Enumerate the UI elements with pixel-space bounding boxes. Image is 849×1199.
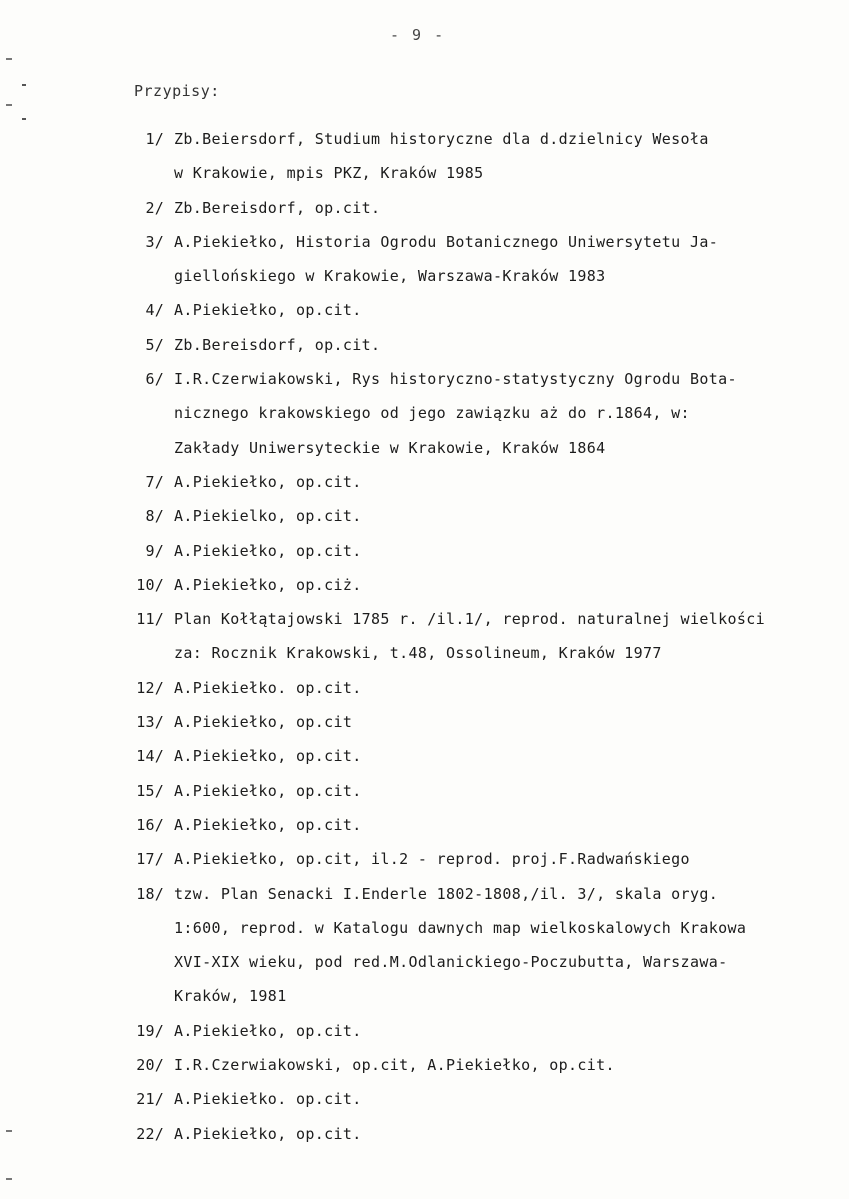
footnote-item [0,328,849,362]
footnote-number: 18/ [136,884,164,903]
footnote-number: 12/ [136,678,164,697]
footnote-item [0,808,849,842]
footnote-text-line: A.Piekiełko, op.cit. [174,747,362,766]
footnote-number: 17/ [136,850,164,869]
margin-tick [6,58,12,60]
footnote-text-line: A.Piekiełko, op.cit. [174,1124,362,1143]
footnote-number: 15/ [136,781,164,800]
footnote-item [0,739,849,773]
footnote-item [0,122,849,191]
footnote-item [0,293,849,327]
footnote-text-line: XVI-XIX wieku, pod red.M.Odlanickiego-Poczubutta, Warszawa- [174,953,728,972]
footnote-text-line: I.R.Czerwiakowski, Rys historyczno-statystyczny Ogrodu Bota- [174,370,737,389]
footnote-text-line: A.Piekiełko, op.cit. [174,301,362,320]
footnote-text-line: A.Piekiełko, op.cit. [174,1021,362,1040]
footnotes-list [0,122,849,1151]
footnote-item [0,1048,849,1082]
footnote-text-line: A.Piekielko, op.cit. [174,507,362,526]
footnote-text-line: w Krakowie, mpis PKZ, Kraków 1985 [174,164,484,183]
margin-tick [6,1178,12,1180]
footnote-number: 13/ [136,713,164,732]
footnote-text-line: A.Piekiełko, op.ciż. [174,575,362,594]
footnote-number: 11/ [136,610,164,629]
footnote-item [0,534,849,568]
footnote-text-line: A.Piekiełko, op.cit. [174,472,362,491]
footnote-text-line: Kraków, 1981 [174,987,287,1006]
footnote-number: 19/ [136,1021,164,1040]
footnote-number: 16/ [136,815,164,834]
footnote-text-line: Zb.Beiersdorf, Studium historyczne dla d.dzielnicy Wesoła [174,130,709,148]
footnote-text-line: A.Piekiełko, op.cit [174,713,353,732]
footnote-number: 20/ [136,1056,164,1075]
footnote-item [0,465,849,499]
footnote-item [0,191,849,225]
footnote-text-line: Zb.Bereisdorf, op.cit. [174,198,381,217]
footnote-text-line: tzw. Plan Senacki I.Enderle 1802-1808,/il. 3/, skala oryg. [174,884,719,903]
footnote-number: 3/ [145,232,164,251]
footnote-item [0,877,849,1014]
footnote-item [0,602,849,671]
footnote-number: 8/ [145,507,164,526]
margin-tick [22,118,26,120]
footnote-text-line: A.Piekiełko, op.cit. [174,541,362,560]
footnote-text-line: I.R.Czerwiakowski, op.cit, A.Piekiełko, op.cit. [174,1056,615,1075]
footnote-text-line: A.Piekiełko, op.cit. [174,815,362,834]
footnote-text-line: 1:600, reprod. w Katalogu dawnych map wielkoskalowych Krakowa [174,918,747,937]
footnotes-heading: Przypisy: [134,82,220,100]
footnote-number: 4/ [145,301,164,320]
footnote-number: 14/ [136,747,164,766]
footnote-number: 21/ [136,1090,164,1109]
footnote-item [0,705,849,739]
footnote-number: 7/ [145,472,164,491]
footnote-text-line: nicznego krakowskiego od jego zawiązku aż do r.1864, w: [174,404,690,423]
footnote-text-line: A.Piekiełko, op.cit. [174,781,362,800]
footnote-number: 2/ [145,198,164,217]
footnote-text-line: A.Piekiełko. op.cit. [174,1090,362,1109]
footnote-number: 6/ [145,370,164,389]
footnote-number: 22/ [136,1124,164,1143]
footnote-text-line: giellońskiego w Krakowie, Warszawa-Kraków 1983 [174,267,606,286]
footnote-item [0,774,849,808]
footnote-item [0,842,849,876]
footnote-text-line: A.Piekiełko. op.cit. [174,678,362,697]
footnote-text-line: Plan Kołłątajowski 1785 r. /il.1/, reprod. naturalnej wielkości [174,610,765,629]
footnote-number: 9/ [145,541,164,560]
footnote-text-line: za: Rocznik Krakowski, t.48, Ossolineum, Kraków 1977 [174,644,662,663]
footnote-number: 5/ [145,335,164,354]
footnote-number: 10/ [136,575,164,594]
footnote-item [0,225,849,294]
footnote-item [0,499,849,533]
footnote-item [0,1117,849,1151]
footnote-item [0,1014,849,1048]
footnote-text-line: A.Piekiełko, op.cit, il.2 - reprod. proj.F.Radwańskiego [174,850,690,869]
footnote-text-line: Zakłady Uniwersyteckie w Krakowie, Kraków 1864 [174,438,606,457]
footnote-text-line: Zb.Bereisdorf, op.cit. [174,335,381,354]
footnote-item [0,362,849,465]
footnote-item [0,568,849,602]
page-number: - 9 - [390,26,446,44]
margin-tick [22,84,26,86]
footnote-number: 1/ [145,130,164,148]
footnote-item [0,671,849,705]
footnote-item [0,1082,849,1116]
footnote-text-line: A.Piekiełko, Historia Ogrodu Botanicznego Uniwersytetu Ja- [174,232,719,251]
margin-tick [6,104,12,106]
